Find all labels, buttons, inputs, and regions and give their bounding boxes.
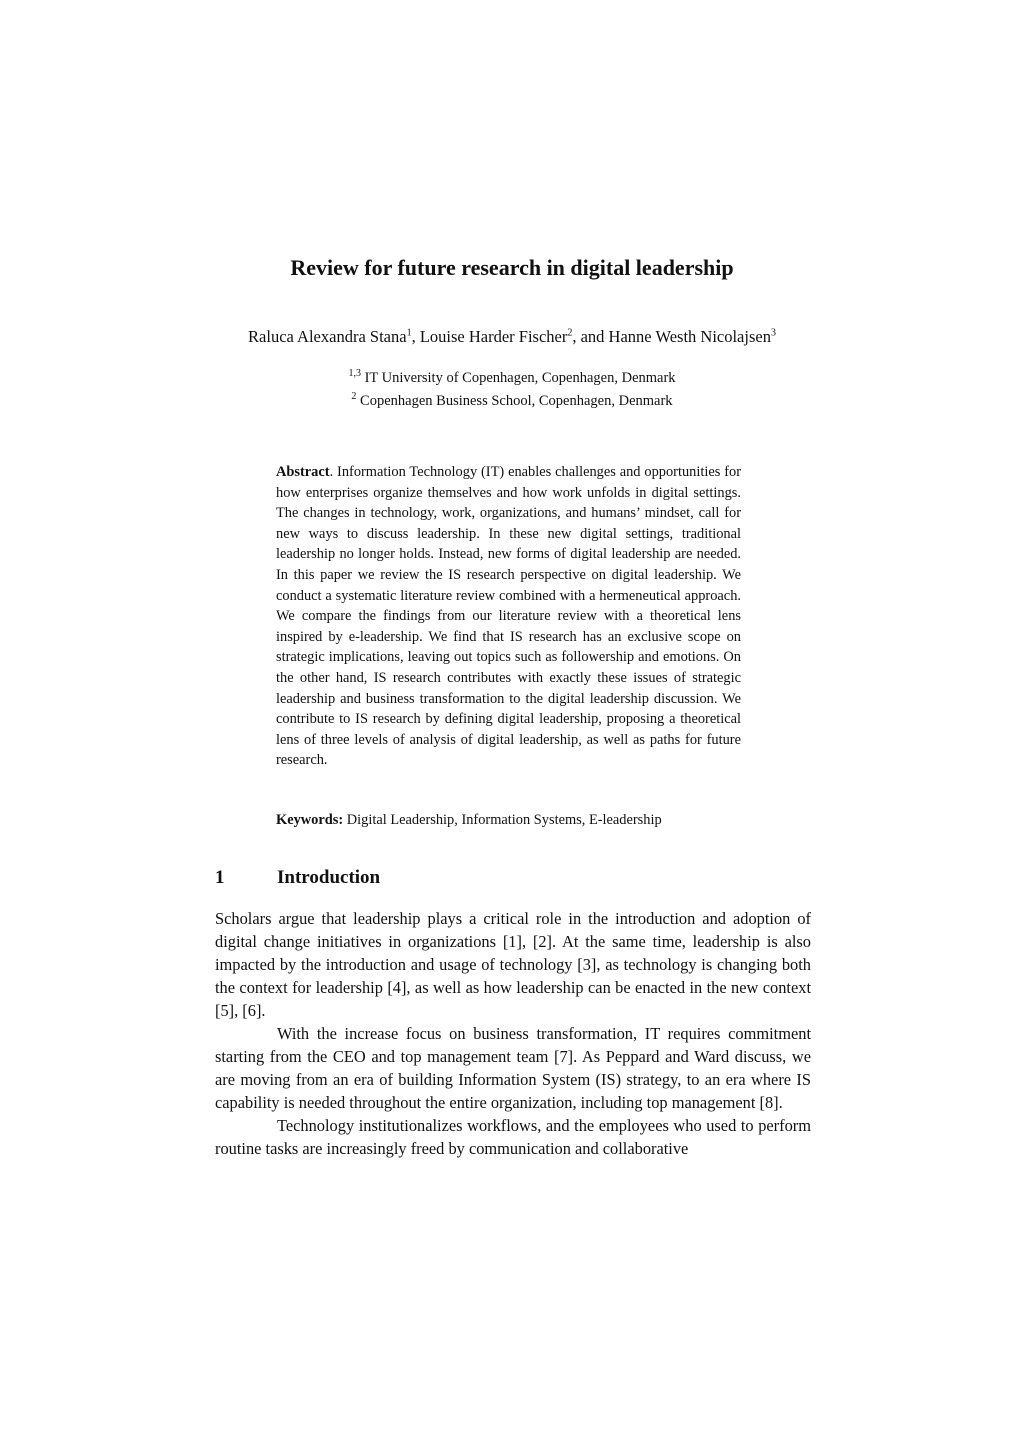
paper-title: Review for future research in digital leadership bbox=[290, 255, 734, 280]
affiliation-line bbox=[0, 390, 1024, 412]
author-name: , and Hanne Westh Nicolajsen bbox=[572, 327, 771, 346]
affiliation-line bbox=[0, 367, 1024, 389]
section-title: Introduction bbox=[277, 867, 381, 888]
body-paragraph: Scholars argue that leadership plays a critical role in the introduction and adoption of digital change initiatives in organizations [1], [2]. At the same time, leadership is also impacted by the introduction and usage of technology [3], as technology is changing both the context for leadership [4], as well as how leadership can be enacted in the new context [5], [6]. bbox=[215, 909, 811, 1020]
keywords bbox=[276, 809, 746, 831]
section-heading bbox=[215, 864, 815, 892]
affiliation-marker: 1,3 bbox=[348, 368, 361, 380]
author-name: Raluca Alexandra Stana bbox=[248, 327, 407, 346]
affiliation-text: Copenhagen Business School, Copenhagen, Denmark bbox=[356, 393, 673, 409]
abstract-text: . Information Technology (IT) enables challenges and opportunities for how enterprises organize themselves and how work unfolds in digital settings. The changes in technology, work, organizations, and humans’ mindset, call for new ways to discuss leadership. In these new digital settings, traditional leadership no longer holds. Instead, new forms of digital leadership are needed. In this paper we review the IS research perspective on digital leadership. We conduct a systematic literature review combined with a hermeneutical approach. We compare the findings from our literature review with a theoretical lens inspired by e-leadership. We find that IS research has an exclusive scope on strategic implications, leaving out topics such as followership and emotions. On the other hand, IS research contributes with exactly these issues of strategic leadership and business transformation to the digital leadership discussion. We contribute to IS research by defining digital leadership, proposing a theoretical lens of three levels of analysis of digital leadership, as well as paths for future research. bbox=[276, 464, 741, 769]
body-paragraph: Technology institutionalizes workflows, and the employees who used to perform routine tasks are increasingly freed by communication and collaborative bbox=[215, 1116, 811, 1158]
affiliation-text: IT University of Copenhagen, Copenhagen, Denmark bbox=[360, 370, 676, 386]
abstract-label: Abstract bbox=[276, 464, 330, 480]
author-list bbox=[0, 325, 1024, 349]
keywords-text: Digital Leadership, Information Systems, E-leadership bbox=[343, 812, 662, 828]
body-paragraph: With the increase focus on business transformation, IT requires commitment starting from the CEO and top management team [7]. As Peppard and Ward discuss, we are moving from an era of building Information System (IS) strategy, to an era where IS capability is needed throughout the entire organization, including top management [8]. bbox=[215, 1024, 811, 1112]
keywords-label: Keywords: bbox=[276, 812, 344, 828]
section-body bbox=[215, 907, 811, 1160]
section-number: 1 bbox=[215, 867, 225, 888]
affiliation-marker: 3 bbox=[770, 327, 776, 339]
affiliation-marker: 2 bbox=[567, 327, 573, 339]
abstract bbox=[276, 462, 741, 771]
affiliation-marker: 2 bbox=[351, 391, 357, 403]
author-name: , Louise Harder Fischer bbox=[411, 327, 568, 346]
affiliation-marker: 1 bbox=[406, 327, 412, 339]
